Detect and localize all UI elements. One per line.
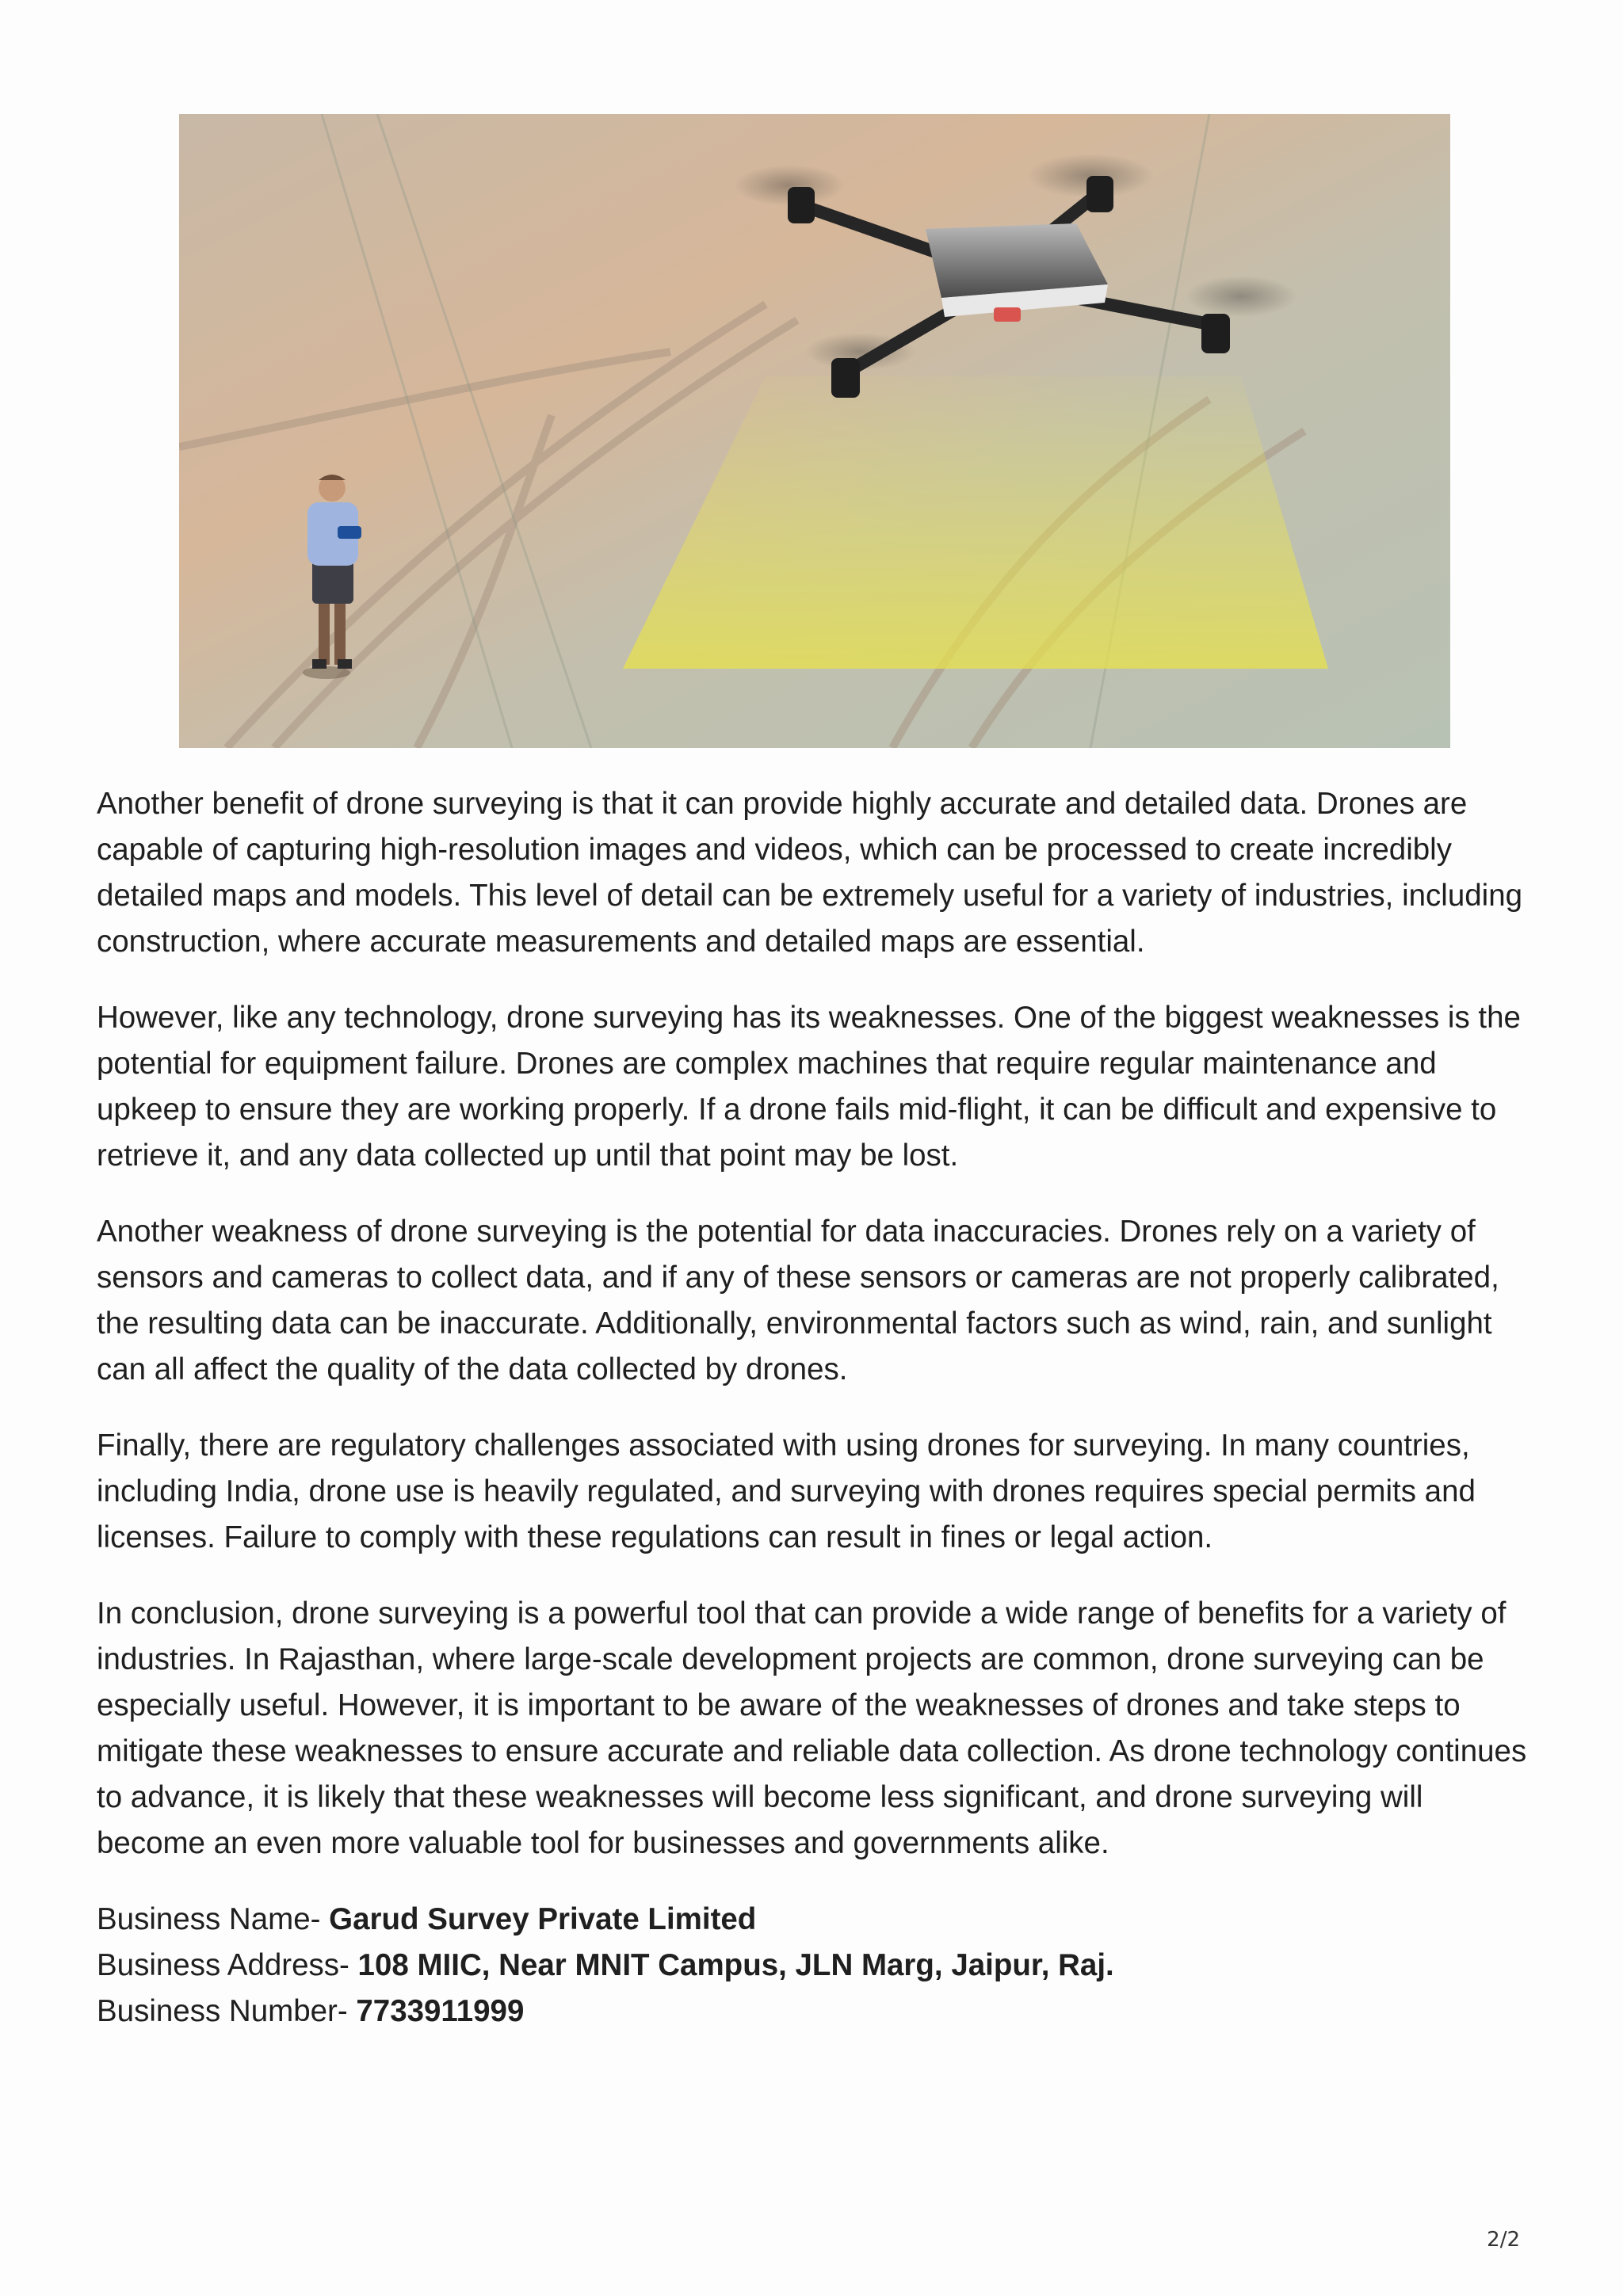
article-paragraph: Another weakness of drone surveying is the potential for data inaccuracies. Drones rely on a variety of sensors and cameras to collect data, and if any of these sensors or cameras are not properly calibrated, the resulting data can be inaccurate. Additionally, environmental factors such as wind, rain, and sunlight can all affect the quality of the data collected by drones. [97,1215,1499,1386]
page-number: 2/2 [1487,2228,1520,2252]
article-paragraph: Finally, there are regulatory challenges associated with using drones for surveying. In many countries, including India, drone use is heavily regulated, and surveying with drones requires special permits and licenses. Failure to comply with these regulations can result in fines or legal action. [97,1428,1476,1554]
article-paragraph: However, like any technology, drone surveying has its weaknesses. One of the biggest weaknesses is the potential for equipment failure. Drones are complex machines that require regular maintenance and upkeep to ensure they are working properly. If a drone fails mid-flight, it can be difficult and expensive to retrieve it, and any data collected up until that point may be lost. [97,1001,1521,1173]
article-paragraph: Another benefit of drone surveying is that it can provide highly accurate and detailed data. Drones are capable of capturing high-resolution images and videos, which can be processed to create incredibly detailed maps and models. This level of detail can be extremely useful for a variety of industries, including construction, where accurate measurements and detailed maps are essential. [97,787,1523,959]
article-paragraph: In conclusion, drone surveying is a powerful tool that can provide a wide range of benefits for a variety of industries. In Rajasthan, where large-scale development projects are common, drone surveying can be especially useful. However, it is important to be aware of the weaknesses of drones and take steps to mitigate these weaknesses to ensure accurate and reliable data collection. As drone technology continues to advance, it is likely that these weaknesses will become less significant, and drone surveying will become an even more valuable tool for businesses and governments alike. [97,1596,1527,1860]
business-number-line [97,1989,1531,2035]
business-address-line [97,1943,1531,1989]
business-address-label: Business Address- [97,1948,358,1982]
article-body [97,781,1531,2035]
business-name-label: Business Name- [97,1902,330,1936]
hero-image [179,114,1450,748]
business-address-value: 108 MIIC, Near MNIT Campus, JLN Marg, Jaipur, Raj. [357,1948,1114,1982]
business-contact [97,1897,1531,2035]
business-number-value: 7733911999 [356,1994,525,2028]
business-name-value: Garud Survey Private Limited [329,1902,757,1936]
business-number-label: Business Number- [97,1994,357,2028]
drone-survey-illustration [179,114,1450,748]
business-name-line [97,1897,1531,1943]
